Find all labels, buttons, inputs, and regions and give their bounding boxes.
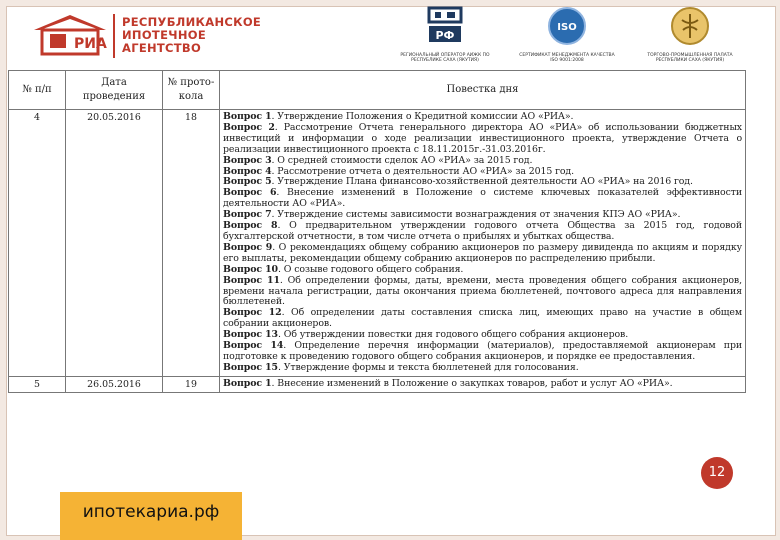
- agenda-item-text: . О предварительном утверждении годового отчета Общества за 2015 год, годовой бухгалтерской отчетности, в том числе отчета о прибылях и убытках общества.: [223, 220, 742, 242]
- agenda-item: [223, 308, 742, 330]
- row-protocol: 18: [163, 110, 220, 377]
- agenda-item-text: . Об утверждении повестки дня годового общего собрания акционеров.: [277, 329, 629, 341]
- agenda-item: [223, 379, 742, 390]
- col-header-agenda: Повестка дня: [220, 71, 746, 110]
- agenda-item-label: Вопрос 11: [223, 274, 280, 286]
- agenda-item-text: . О средней стоимости сделок АО «РИА» за 2015 год.: [271, 154, 533, 166]
- footer-banner: [60, 492, 242, 540]
- agenda-item-text: . Внесение изменений в Положение о системе ключевых показателей эффективности деятельности АО «РИА».: [223, 187, 742, 210]
- agenda-item-text: . Рассмотрение отчета о деятельности АО «РИА» за 2015 год.: [271, 165, 574, 177]
- agenda-item-label: Вопрос 13: [223, 329, 278, 341]
- agenda-item-label: Вопрос 12: [223, 307, 282, 319]
- col-header-protocol: № прото-кола: [163, 71, 220, 110]
- svg-text:ISO: ISO: [557, 22, 577, 33]
- meetings-table: [8, 70, 746, 393]
- row-date: 26.05.2016: [66, 376, 163, 392]
- agenda-item-label: Вопрос 8: [223, 220, 278, 232]
- dom-rf-logo-icon: [427, 6, 463, 46]
- agenda-item-text: . Определение перечня информации (материалов), предоставляемой акционерам при подготовке к проведению годового общего собрания акционеров, и порядке ее предоставления.: [223, 340, 742, 362]
- table-row: [9, 376, 746, 392]
- brand-line: РЕСПУБЛИКАНСКОЕ: [122, 15, 262, 29]
- agenda-item-label: Вопрос 6: [223, 187, 277, 199]
- agenda-item-text: . Утверждение Положения о Кредитной комиссии АО «РИА».: [271, 111, 574, 122]
- row-agenda: [220, 376, 746, 392]
- agenda-item-text: . Утверждение формы и текста бюллетеней для голосования.: [277, 361, 579, 373]
- agenda-item-text: . О рекомендациях общему собранию акционеров по размеру дивиденда по акциям и порядку его выплаты, рекомендации общему собранию акционеров по распределению прибыли.: [223, 241, 742, 264]
- agenda-item-text: . Утверждение системы зависимости вознаграждения от значения КПЭ АО «РИА».: [271, 209, 681, 221]
- table-row: [9, 110, 746, 377]
- agenda-item-label: Вопрос 9: [223, 241, 273, 253]
- partner-chamber: [640, 6, 740, 64]
- agenda-item: [223, 123, 742, 156]
- partner-caption: СЕРТИФИКАТ МЕНЕДЖМЕНТА КАЧЕСТВА ISO 9001:2008: [519, 52, 615, 63]
- partner-dom-rf: [400, 6, 490, 64]
- agenda-item-text: . Об определении формы, даты, времени, места проведения общего собрания акционеров, времени начала регистрации, даты окончания приема бюллетеней, почтового адреса для направления бюллетеней.: [223, 274, 742, 308]
- row-num: 4: [9, 110, 66, 377]
- svg-text:РФ: РФ: [435, 29, 455, 42]
- agenda-item-label: Вопрос 7: [223, 209, 272, 221]
- agenda-item-label: Вопрос 14: [223, 340, 284, 352]
- agenda-item: [223, 188, 742, 210]
- agenda-item-label: Вопрос 1: [223, 377, 272, 389]
- agenda-item-label: Вопрос 15: [223, 361, 278, 373]
- agenda-item-text: . Утверждение Плана финансово-хозяйственной деятельности АО «РИА» на 2016 год.: [271, 176, 693, 188]
- header: [0, 0, 780, 70]
- agenda-item-label: Вопрос 5: [223, 176, 272, 188]
- brand-name: [122, 16, 261, 55]
- brand-line: ИПОТЕЧНОЕ: [122, 28, 206, 42]
- col-header-date: Дата проведения: [66, 71, 163, 110]
- chamber-emblem-icon: [670, 6, 710, 46]
- agenda-item-label: Вопрос 4: [223, 165, 272, 177]
- row-num: 5: [9, 376, 66, 392]
- agenda-item-text: . Об определении даты составления списка лиц, имеющих право на участие в общем собрании акционеров.: [223, 307, 743, 330]
- agenda-item-text: . О созыве годового общего собрания.: [277, 263, 464, 275]
- agenda-item: [223, 221, 742, 243]
- row-date: 20.05.2016: [66, 110, 163, 377]
- page-number-badge: 12: [701, 457, 733, 489]
- agenda-item-text: . Рассмотрение Отчета генерального директора АО «РИА» об использовании бюджетных инвестиций и информации о ходе реализации инвестиционного проекта, утверждение Отчета о реализации инвестиционного проекта с 18.11.2015г.-31.03.2016г.: [223, 121, 742, 155]
- table-header-row: [9, 71, 746, 110]
- row-protocol: 19: [163, 376, 220, 392]
- agenda-item: [223, 276, 742, 309]
- agenda-item-label: Вопрос 3: [223, 154, 272, 166]
- agenda-item: [223, 363, 742, 374]
- agenda-item-text: . Внесение изменений в Положение о закупках товаров, работ и услуг АО «РИА».: [271, 377, 673, 389]
- iso-badge-icon: [547, 6, 587, 46]
- agenda-item-label: Вопрос 1: [223, 111, 272, 122]
- footer-site-link[interactable]: ипотекариа.рф: [82, 502, 220, 522]
- agency-house-logo-icon: [30, 12, 110, 56]
- col-header-num: № п/п: [9, 71, 66, 110]
- partner-caption: РЕГИОНАЛЬНЫЙ ОПЕРАТОР АИЖК ПО РЕСПУБЛИКЕ САХА (ЯКУТИЯ): [400, 52, 490, 63]
- partner-iso: [517, 6, 617, 64]
- agenda-item-label: Вопрос 10: [223, 263, 278, 275]
- agenda-item-label: Вопрос 2: [223, 121, 275, 133]
- brand-line: АГЕНТСТВО: [122, 41, 202, 55]
- partner-caption: ТОРГОВО-ПРОМЫШЛЕННАЯ ПАЛАТА РЕСПУБЛИКИ САХА (ЯКУТИЯ): [647, 52, 733, 63]
- svg-text:РИА: РИА: [74, 36, 107, 52]
- agenda-item: [223, 243, 742, 265]
- agenda-item: [223, 341, 742, 363]
- logo-separator: [113, 14, 115, 58]
- row-agenda: [220, 110, 746, 377]
